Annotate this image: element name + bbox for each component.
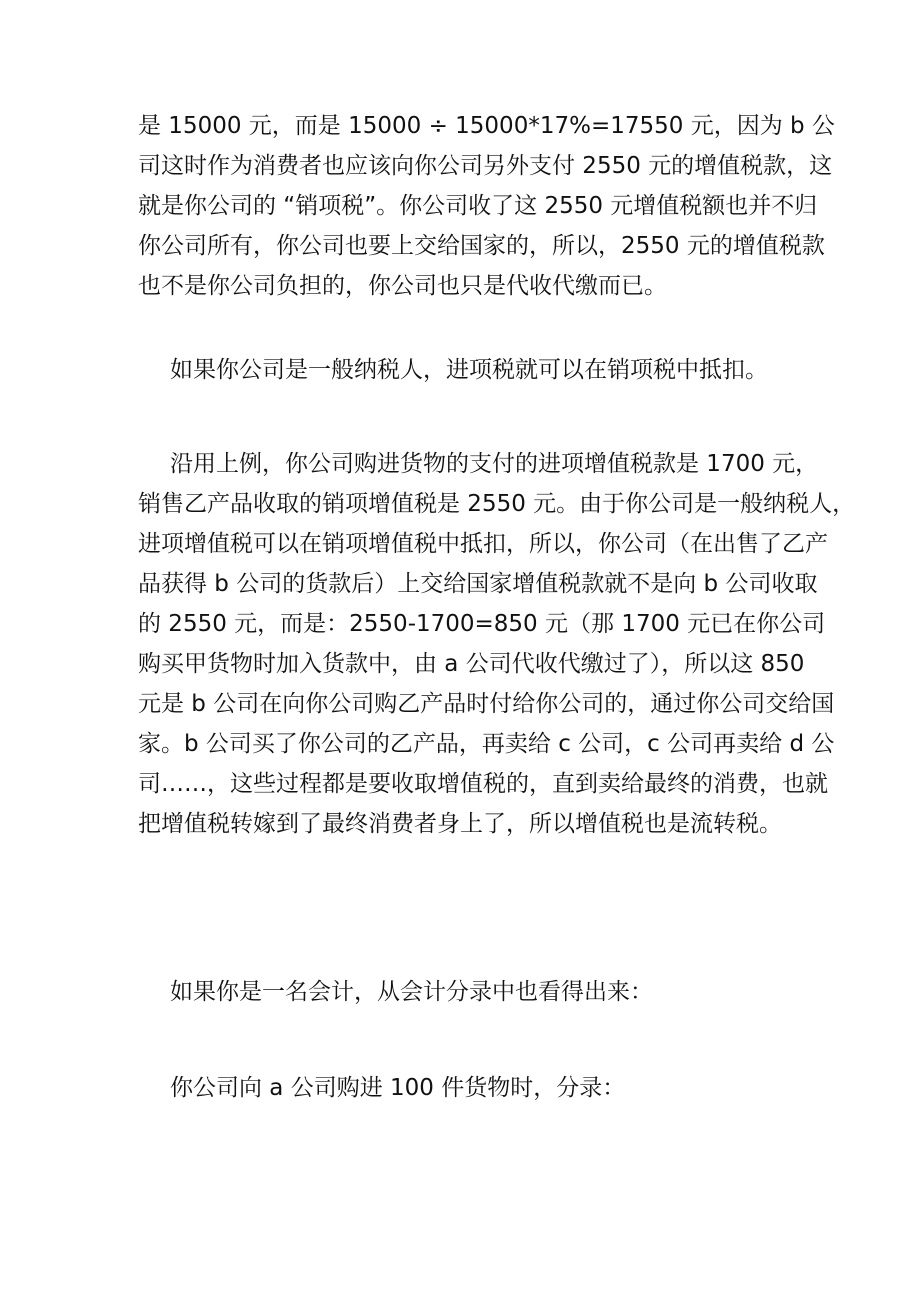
text-line: 你公司向 a 公司购进 100 件货物时，分录： <box>170 1075 626 1101</box>
text-line: 的 2550 元，而是：2550-1700=850 元（那 1700 元已在你公司 <box>138 611 826 637</box>
text-line: 是 15000 元，而是 15000 ÷ 15000*17%=17550 元，因为 b 公 <box>138 113 835 139</box>
text-line: 司……，这些过程都是要收取增值税的，直到卖给最终的消费，也就 <box>138 771 828 797</box>
text-line: 品获得 b 公司的货款后）上交给国家增值税款就不是向 b 公司收取 <box>138 571 818 597</box>
text-line: 元是 b 公司在向你公司购乙产品时付给你公司的，通过你公司交给国 <box>138 691 835 717</box>
text-line: 如果你是一名会计，从会计分录中也看得出来： <box>170 979 653 1005</box>
text-line: 沿用上例，你公司购进货物的支付的进项增值税款是 1700 元， <box>170 451 819 477</box>
paragraph-output-tax <box>138 106 835 306</box>
text-line: 也不是你公司负担的，你公司也只是代收代缴而已。 <box>138 273 667 299</box>
text-line: 进项增值税可以在销项增值税中抵扣，所以，你公司（在出售了乙产 <box>138 531 828 557</box>
text-line: 你公司所有，你公司也要上交给国家的，所以，2550 元的增值税款 <box>138 233 825 259</box>
text-line: 就是你公司的 “销项税”。你公司收了这 2550 元增值税额也并不归 <box>138 193 818 219</box>
paragraph-accountant <box>138 972 798 1012</box>
paragraph-example <box>138 444 856 844</box>
paragraph-general-taxpayer <box>138 350 798 390</box>
text-line: 如果你公司是一般纳税人，进项税就可以在销项税中抵扣。 <box>170 357 768 383</box>
paragraph-entry <box>138 1068 798 1108</box>
text-line: 家。b 公司买了你公司的乙产品，再卖给 c 公司，c 公司再卖给 d 公 <box>138 731 835 757</box>
text-line: 把增值税转嫁到了最终消费者身上了，所以增值税也是流转税。 <box>138 811 782 837</box>
text-line: 司这时作为消费者也应该向你公司另外支付 2550 元的增值税款，这 <box>138 153 833 179</box>
text-line: 销售乙产品收取的销项增值税是 2550 元。由于你公司是一般纳税人， <box>138 491 856 517</box>
text-line: 购买甲货物时加入货款中，由 a 公司代收代缴过了），所以这 850 <box>138 651 805 677</box>
